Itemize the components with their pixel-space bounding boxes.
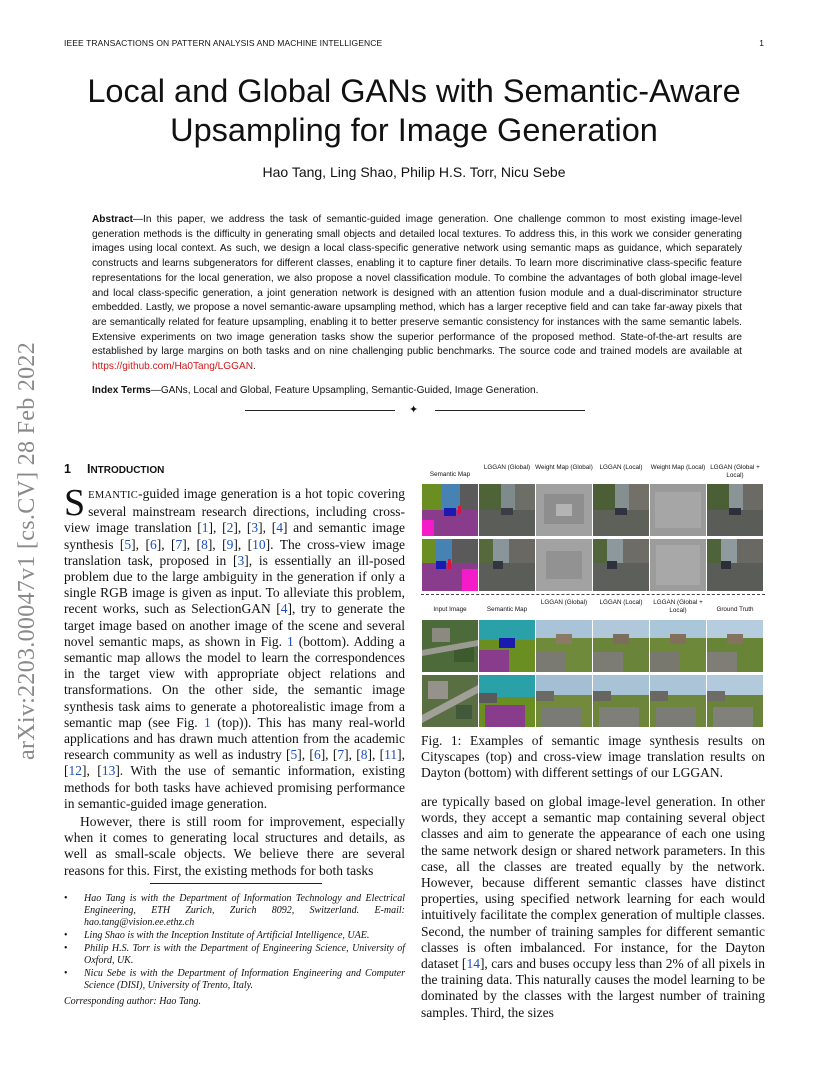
column-label: Semantic Map [486, 606, 528, 613]
footnote-text: Hao Tang is with the Department of Information Technology and Electrical Engineering, ETH Zurich, Zurich 8092, Switzerland. E-mail: hao.tang@vision.ee.ethz.ch [84, 893, 405, 929]
cityscapes-combined-result-1 [707, 484, 763, 536]
cityscapes-global-result-2 [479, 539, 535, 591]
footnote-rule [150, 883, 322, 884]
intro-text: ] and semantic image synthesis [ [64, 520, 405, 552]
citation-link[interactable]: 6 [149, 536, 157, 552]
bullet-icon: • [64, 930, 68, 942]
citation-link[interactable]: 9 [226, 536, 234, 552]
figure-link[interactable]: 1 [204, 714, 211, 730]
dayton-ground-truth-1 [707, 620, 763, 672]
abstract [92, 213, 742, 375]
body-text: are typically based on global image-level generation. In other words, they accept a semantic map containing several object classes and aim to generate the appearance of each one using the same network design or shared network parameters. In this case, all the classes are treated equally by the network. However, because different semantic classes have distinct properties, using specified network learning for each would intuitively facilitate the complex generation of multiple classes. Second, the number of training samples for different semantic classes is often imbalanced. For instance, for the Dayton dataset [ [421, 794, 765, 972]
intro-text: (top)). This has many real-world applications and has drawn much attention from the academic research community as well as industry [ [64, 714, 405, 763]
citation-link[interactable]: 6 [313, 747, 321, 763]
citation-link[interactable]: 4 [276, 520, 283, 536]
citation-link[interactable]: 10 [252, 536, 266, 552]
figure-separator [421, 594, 765, 595]
intro-text: ], try to generate the target image based on another image of the scene and several novel semantic maps, as shown in Fig. [64, 601, 405, 649]
column-label: Weight Map (Global) [535, 464, 593, 471]
cityscapes-local-weight-map-1 [650, 484, 706, 536]
cityscapes-global-result-1 [479, 484, 535, 536]
column-label: LGGAN (Global) [483, 464, 531, 471]
cityscapes-local-result-2 [593, 539, 649, 591]
intro-text: ], is essentially an ill-posed problem due to the large ambiguity in the generation if only a single RGB image is given as input. To alleviate this problem, recent works, such as SelectionGAN [ [64, 552, 405, 617]
figure-caption: Fig. 1: Examples of semantic image synthesis results on Cityscapes (top) and cross-view image translation results on Dayton (bottom) with different settings of our LGGAN. [421, 733, 765, 781]
column-label: LGGAN (Local) [599, 464, 643, 471]
index-terms-label: Index Terms [92, 385, 151, 396]
paper-title [0, 72, 828, 150]
column-label: Ground Truth [716, 606, 754, 613]
column-label: Weight Map (Local) [650, 464, 706, 471]
intro-text: -guided image generation is a hot topic covering several mainstream research directions, including cross-view image translation [ [64, 486, 405, 536]
bullet-icon: • [64, 967, 68, 979]
intro-paragraph-2: However, there is still room for improvement, especially when it comes to generating local structures and details, as well as small-scale objects. We believe there are several reasons for this. First, the existing methods for both tasks [64, 814, 405, 878]
column-label: LGGAN (Global + Local) [710, 464, 760, 479]
bullet-icon: • [64, 942, 68, 954]
dayton-input-aerial-2 [422, 675, 478, 727]
body-text: ], cars and buses occupy less than 2% of all pixels in the training data. This naturally causes the model learning to be dominated by the classes with the largest number of training samples. Third, the sizes [421, 956, 765, 1020]
figure-top-labels [421, 464, 765, 486]
dayton-global-result-1 [536, 620, 592, 672]
index-terms-text: —GANs, Local and Global, Feature Upsampling, Semantic-Guided, Image Generation. [150, 385, 539, 396]
dayton-combined-result-2 [650, 675, 706, 727]
section-divider [245, 404, 585, 416]
citation-link[interactable]: 8 [360, 747, 368, 763]
citation-link[interactable]: 7 [175, 536, 183, 552]
citation-link[interactable]: 3 [251, 520, 259, 536]
dayton-local-result-2 [593, 675, 649, 727]
section-heading [64, 462, 164, 476]
column-label: LGGAN (Global) [540, 599, 588, 606]
cityscapes-semantic-map-2 [422, 539, 478, 591]
bullet-icon: • [64, 893, 68, 904]
citation-link[interactable]: 1 [201, 520, 209, 536]
figure-1 [421, 462, 765, 730]
figure-bottom-labels [421, 599, 765, 621]
index-terms [92, 384, 742, 398]
column-label: Input Image [433, 606, 467, 613]
intro-paragraph-1: SEMANTIC-guided image generation is a hot topic covering several mainstream research directions, including cross-view image translation [1], [2], [3], [4] and semantic image synthesis [5], [6], [7], [8], [9], [10]. The cross-view image translation task, proposed in [3], is essentially an ill-posed problem due to the large ambiguity in the generation if only a single RGB image is given as input. To alleviate this problem, recent works, such as SelectionGAN [4], try to generate the target image based on another image of the scene and several novel semantic maps, as shown in Fig. 1 (bottom). Adding a semantic map allows the model to learn the correspondences in the target view with appropriate object relations and transformations. On the other side, the semantic image synthesis task aims to generate a photorealistic image from a semantic map (see Fig. 1 (top)). This has many real-world applications and has drawn much attention from the academic research community as well as industry [5], [6], [7], [8], [11], [12], [13]. With the use of semantic information, existing methods for both tasks have achieved promising performance in semantic-guided image generation. [64, 482, 406, 811]
dayton-input-aerial-1 [422, 620, 478, 672]
author-list: Hao Tang, Ling Shao, Philip H.S. Torr, Nicu Sebe [262, 164, 566, 180]
citation-link[interactable]: 4 [280, 601, 288, 617]
dayton-combined-result-1 [650, 620, 706, 672]
intro-text: ]. The cross-view image translation task, proposed in [ [64, 536, 405, 568]
cityscapes-combined-result-2 [707, 539, 763, 591]
intro-text: (bottom). Adding a semantic map allows the model to learn the correspondences in the target view with appropriate object relations and transformations. On the other side, the semantic image synthesis task aims to generate a photorealistic image from a semantic map (see Fig. [64, 633, 405, 730]
citation-link[interactable]: 14 [466, 956, 480, 972]
affiliation-footnotes [64, 893, 405, 993]
code-link[interactable]: https://github.com/Ha0Tang/LGGAN [92, 361, 254, 373]
running-header: IEEE TRANSACTIONS ON PATTERN ANALYSIS AND MACHINE INTELLIGENCE [64, 38, 383, 48]
citation-link[interactable]: 13 [101, 763, 116, 779]
cityscapes-semantic-map-1 [422, 484, 478, 536]
dayton-ground-truth-2 [707, 675, 763, 727]
cityscapes-local-weight-map-2 [650, 539, 706, 591]
title-line-2: Upsampling for Image Generation [170, 112, 658, 148]
cityscapes-global-weight-map-1 [536, 484, 592, 536]
title-line-1: Local and Global GANs with Semantic-Aware [87, 73, 741, 109]
intro-text: ]. With the use of semantic information, existing methods for both tasks have achieved promising performance in semantic-guided image generation. [64, 763, 406, 811]
column-label: LGGAN (Local) [599, 599, 643, 606]
figure-link[interactable]: 1 [286, 633, 294, 649]
page-number: 1 [759, 38, 764, 48]
dayton-semantic-map-2 [479, 675, 535, 727]
divider-line-left [245, 410, 395, 411]
citation-link[interactable]: 8 [201, 536, 208, 552]
citation-link[interactable]: 2 [226, 520, 234, 536]
arxiv-stamp: arXiv:2203.00047v1 [cs.CV] 28 Feb 2022 [14, 341, 40, 760]
footnote-item [64, 943, 405, 967]
citation-link[interactable]: 11 [384, 747, 398, 763]
cityscapes-local-result-1 [593, 484, 649, 536]
section-number: 1 [64, 462, 71, 476]
citation-link[interactable]: 3 [237, 552, 245, 568]
abstract-text: —In this paper, we address the task of semantic-guided image generation. One challenge common to most existing image-level generation methods is the difficulty in generating small objects and detailed local textures. To address this, in this work we consider generating images using local context. As such, we design a local class-specific generative network using semantic maps as guidance, which separately constructs and learns subgenerators for different classes, enabling it to capture finer details. To learn more discriminative class-specific feature representations for the local generation, we also propose a novel classification module. To combine the advantages of both global image-level and local class-specific generation, a joint generation network is designed with an attention fusion module and a dual-discriminator structure embedded. Lastly, we propose a novel semantic-aware upsampling method, which has a larger receptive field and can take far-away pixels that are semantically related for feature upsampling, enabling it to better preserve semantic consistency for instances with the same semantic labels. Extensive experiments on two image generation tasks show the superior performance of the proposed method. State-of-the-art results are established by large margins on both tasks and on nine challenging public benchmarks. The source code and trained models are available at [92, 214, 742, 358]
citation-link[interactable]: 12 [68, 763, 82, 779]
dayton-global-result-2 [536, 675, 592, 727]
dayton-semantic-map-1 [479, 620, 535, 672]
dayton-local-result-1 [593, 620, 649, 672]
citation-link[interactable]: 5 [124, 536, 132, 552]
divider-diamond-icon: ✦ [409, 404, 419, 416]
cityscapes-global-weight-map-2 [536, 539, 592, 591]
section-title-initial: I [86, 462, 91, 476]
footnote-text: Philip H.S. Torr is with the Department of Engineering Science, University of Oxford, UK. [84, 942, 405, 967]
abstract-end: . [253, 361, 256, 373]
corresponding-author: Corresponding author: Hao Tang. [64, 996, 202, 1007]
intro-smallcaps: EMANTIC [88, 490, 139, 501]
footnote-text: Nicu Sebe is with the Department of Information Engineering and Computer Science (DISI), University of Trento, Italy. [84, 967, 405, 991]
footnote-item [64, 893, 405, 930]
right-column-paragraph [421, 794, 765, 1021]
section-title-rest: NTRODUCTION [90, 465, 165, 476]
column-label: Semantic Map [429, 471, 471, 478]
citation-link[interactable]: 7 [337, 747, 345, 763]
footnote-item [64, 930, 405, 942]
divider-line-right [435, 410, 585, 411]
column-label: LGGAN (Global + Local) [653, 599, 703, 614]
footnote-item [64, 968, 405, 992]
drop-cap: S [64, 482, 86, 524]
citation-link[interactable]: 5 [290, 747, 298, 763]
footnote-text: Ling Shao is with the Inception Institute of Artificial Intelligence, UAE. [84, 930, 370, 942]
abstract-label: Abstract [92, 214, 133, 225]
